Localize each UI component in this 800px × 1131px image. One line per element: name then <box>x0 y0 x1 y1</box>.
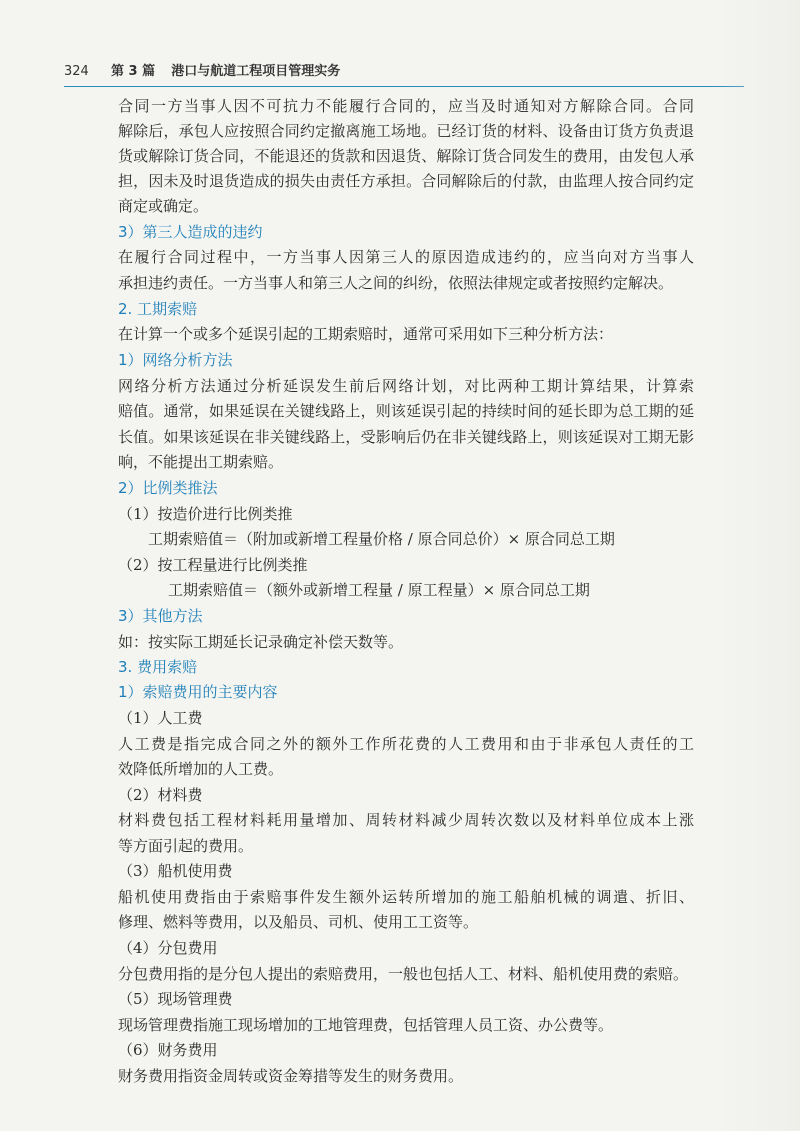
line-text: （2）材料费 <box>118 786 203 804</box>
text-line <box>0 987 233 1012</box>
line-text: 2. 工期索赔 <box>118 300 198 318</box>
text-line <box>0 1013 613 1038</box>
text-line <box>0 169 694 194</box>
text-line <box>0 245 694 270</box>
section-heading <box>0 220 263 245</box>
text-line <box>0 910 478 935</box>
line-text: （5）现场管理费 <box>118 990 233 1008</box>
text-line <box>0 808 694 833</box>
line-text: 3）其他方法 <box>118 607 203 625</box>
line-text: 货或解除订货合同，不能退还的货款和因退货、解除订货合同发生的费用，由发包人承 <box>118 147 694 165</box>
part-label: 第 3 篇 <box>110 64 156 79</box>
text-line <box>0 1038 218 1063</box>
text-line <box>0 1064 463 1089</box>
text-line <box>0 399 694 424</box>
line-text: 1）索赔费用的主要内容 <box>118 683 278 701</box>
line-text: 分包费用指的是分包人提出的索赔费用，一般也包括人工、材料、船机使用费的索赔。 <box>118 965 689 983</box>
section-heading <box>0 655 197 680</box>
line-text: 网络分析方法通过分析延误发生前后网络计划，对比两种工期计算结果，计算索 <box>118 377 694 395</box>
text-line <box>0 962 688 987</box>
line-text: 3）第三人造成的违约 <box>118 223 263 241</box>
line-text: 现场管理费指施工现场增加的工地管理费，包括管理人员工资、办公费等。 <box>118 1016 614 1034</box>
running-header <box>64 60 744 84</box>
line-text: 商定或确定。 <box>118 197 209 215</box>
page-number: 324 <box>64 64 89 79</box>
text-line <box>0 194 208 219</box>
text-line <box>0 119 694 144</box>
text-line <box>0 502 293 527</box>
text-line <box>0 834 253 859</box>
section-heading <box>0 476 218 501</box>
line-text: 工期索赔值＝（附加或新增工程量价格 / 原合同总价）× 原合同总工期 <box>148 530 615 548</box>
text-line <box>0 936 218 961</box>
line-text: 2）比例类推法 <box>118 479 218 497</box>
line-text: （4）分包费用 <box>118 939 218 957</box>
text-line <box>0 450 283 475</box>
line-text: 在履行合同过程中，一方当事人因第三人的原因造成违约的，应当向对方当事人 <box>118 248 694 266</box>
line-text: 解除后，承包人应按照合同约定撤离施工场地。已经订货的材料、设备由订货方负责退 <box>118 122 694 140</box>
text-line <box>0 859 233 884</box>
line-text: 等方面引起的费用。 <box>118 837 254 855</box>
text-line <box>0 271 673 296</box>
section-heading <box>0 297 197 322</box>
text-line <box>0 94 694 119</box>
part-title: 港口与航道工程项目管理实务 <box>171 64 341 79</box>
line-text: 长值。如果该延误在非关键线路上，受影响后仍在非关键线路上，则该延误对工期无影 <box>118 428 694 446</box>
text-line <box>0 553 308 578</box>
line-text: 合同一方当事人因不可抗力不能履行合同的，应当及时通知对方解除合同。合同 <box>118 97 694 115</box>
line-text: （1）人工费 <box>118 709 203 727</box>
line-text: （3）船机使用费 <box>118 862 233 880</box>
header-rule <box>64 86 744 87</box>
line-text: 人工费是指完成合同之外的额外工作所花费的人工费用和由于非承包人责任的工 <box>118 735 694 753</box>
text-line <box>0 425 694 450</box>
section-heading <box>0 348 233 373</box>
page-edge-shade <box>714 0 800 1131</box>
line-text: 1）网络分析方法 <box>118 351 233 369</box>
text-line <box>0 144 694 169</box>
line-text: 工期索赔值＝（额外或新增工程量 / 原工程量）× 原合同总工期 <box>168 581 590 599</box>
line-text: 担，因未及时退货造成的损失由责任方承担。合同解除后的付款，由监理人按合同约定 <box>118 172 694 190</box>
line-text: （2）按工程量进行比例类推 <box>118 556 308 574</box>
text-line <box>0 757 283 782</box>
text-line <box>0 732 694 757</box>
line-text: 在计算一个或多个延误引起的工期索赔时，通常可采用如下三种分析方法： <box>118 325 614 343</box>
line-text: 效降低所增加的人工费。 <box>118 760 284 778</box>
section-heading <box>0 680 278 705</box>
text-line <box>0 374 694 399</box>
line-text: 3. 费用索赔 <box>118 658 198 676</box>
line-text: 材料费包括工程材料耗用量增加、周转材料减少周转次数以及材料单位成本上涨 <box>118 811 694 829</box>
line-text: 船机使用费指由于索赔事件发生额外运转所增加的施工船舶机械的调遣、折旧、 <box>118 888 694 906</box>
line-text: （1）按造价进行比例类推 <box>118 505 293 523</box>
section-heading <box>0 604 203 629</box>
text-line <box>0 578 590 603</box>
line-text: 赔值。通常，如果延误在关键线路上，则该延误引起的持续时间的延长即为总工期的延 <box>118 402 694 420</box>
line-text: 财务费用指资金周转或资金筹措等发生的财务费用。 <box>118 1067 464 1085</box>
text-line <box>0 706 203 731</box>
text-line <box>0 322 613 347</box>
text-line <box>0 630 403 655</box>
line-text: 修理、燃料等费用，以及船员、司机、使用工工资等。 <box>118 913 479 931</box>
line-text: 如：按实际工期延长记录确定补偿天数等。 <box>118 633 404 651</box>
line-text: （6）财务费用 <box>118 1041 218 1059</box>
line-text: 承担违约责任。一方当事人和第三人之间的纠纷，依照法律规定或者按照约定解决。 <box>118 274 674 292</box>
text-line <box>0 527 615 552</box>
line-text: 响，不能提出工期索赔。 <box>118 453 284 471</box>
text-line <box>0 885 694 910</box>
text-line <box>0 783 203 808</box>
